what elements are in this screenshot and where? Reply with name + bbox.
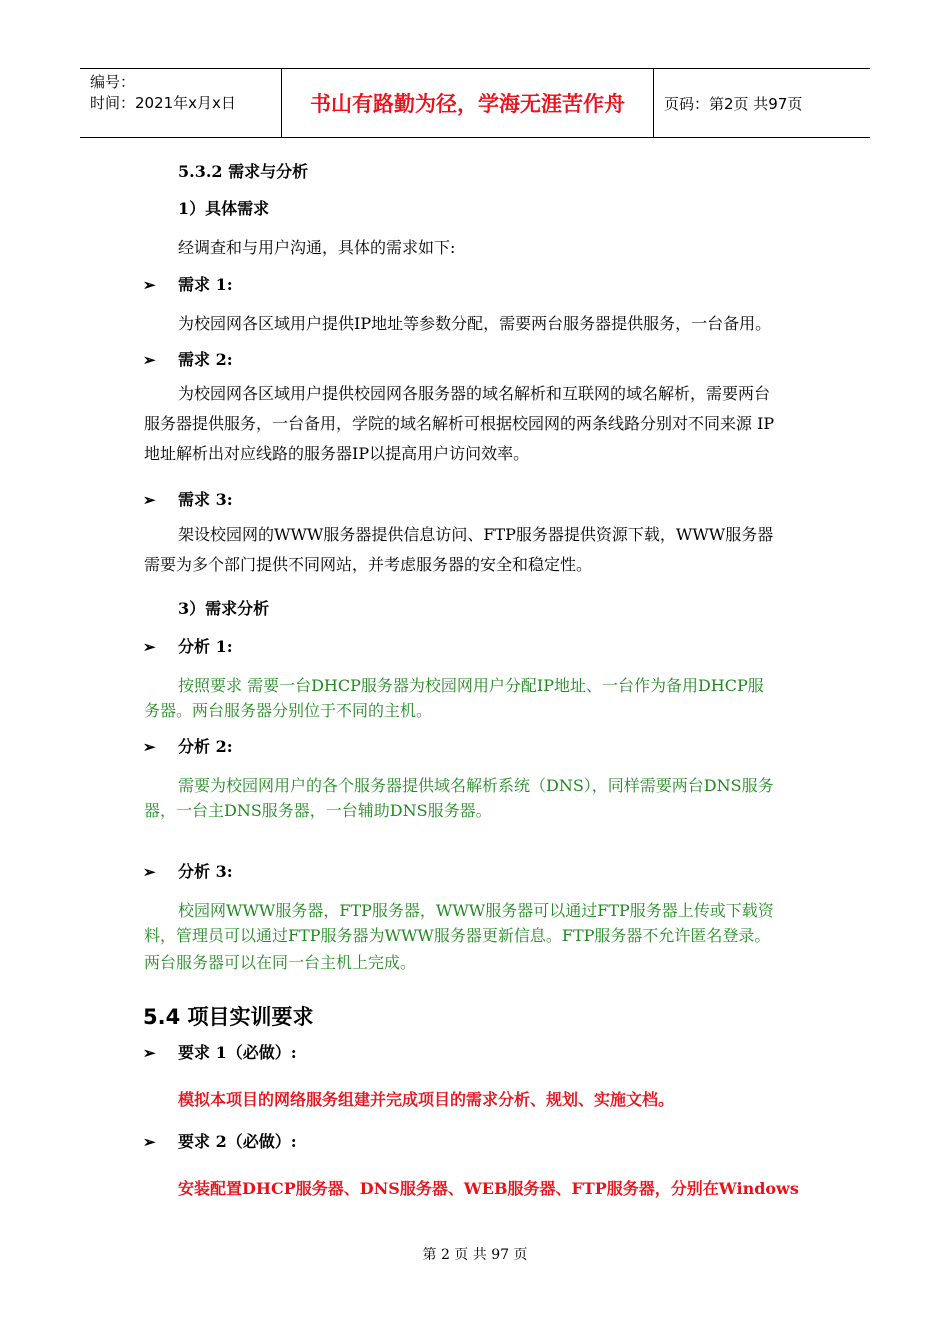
analysis-3-title: 分析 3: <box>178 862 233 881</box>
task-1-text: 模拟本项目的网络服务组建并完成项目的需求分析、规划、实施文档。 <box>178 1090 675 1109</box>
requirement-1-text: 为校园网各区域用户提供IP地址等参数分配，需要两台服务器提供服务，一台备用。 <box>178 314 772 333</box>
bullet-arrow-icon: ➢ <box>143 638 156 656</box>
analysis-3-line: 两台服务器可以在同一台主机上完成。 <box>144 953 417 972</box>
analysis-2-title: 分析 2: <box>178 737 233 756</box>
header-meta <box>80 69 282 137</box>
analysis-3-line: 料，管理员可以通过FTP服务器为WWW服务器更新信息。FTP服务器不允许匿名登录。 <box>144 926 771 945</box>
task-2-title: 要求 2（必做）: <box>178 1132 297 1151</box>
bullet-arrow-icon: ➢ <box>143 1133 156 1151</box>
section-heading-5-3-2: 5.3.2 需求与分析 <box>178 162 309 181</box>
analysis-2-line: 需要为校园网用户的各个服务器提供域名解析系统（DNS），同样需要两台DNS服务 <box>178 776 774 795</box>
number-label: 编号： <box>90 73 136 91</box>
bullet-arrow-icon: ➢ <box>143 738 156 756</box>
intro-paragraph: 经调查和与用户沟通，具体的需求如下: <box>178 238 456 257</box>
bullet-arrow-icon: ➢ <box>143 351 156 369</box>
requirement-2-line: 为校园网各区域用户提供校园网各服务器的域名解析和互联网的域名解析，需要两台 <box>178 384 771 403</box>
requirement-2-line: 服务器提供服务，一台备用，学院的域名解析可根据校园网的两条线路分别对不同来源 IP <box>144 414 775 433</box>
requirement-3-line: 需要为多个部门提供不同网站，并考虑服务器的安全和稳定性。 <box>144 555 593 574</box>
analysis-1-title: 分析 1: <box>178 637 233 656</box>
requirement-2-title: 需求 2: <box>178 350 233 369</box>
task-2-text: 安装配置DHCP服务器、DNS服务器、WEB服务器、FTP服务器，分别在Windows <box>178 1179 799 1198</box>
bullet-arrow-icon: ➢ <box>143 491 156 509</box>
bullet-arrow-icon: ➢ <box>143 1044 156 1062</box>
analysis-1-line: 按照要求 需要一台DHCP服务器为校园网用户分配IP地址、一台作为备用DHCP服 <box>178 676 764 695</box>
analysis-1-line: 务器。两台服务器分别位于不同的主机。 <box>144 701 433 720</box>
task-1-title: 要求 1（必做）: <box>178 1043 297 1062</box>
bullet-arrow-icon: ➢ <box>143 863 156 881</box>
analysis-3-line: 校园网WWW服务器，FTP服务器，WWW服务器可以通过FTP服务器上传或下载资 <box>178 901 774 920</box>
section-heading-5-4: 5.4 项目实训要求 <box>143 1005 314 1029</box>
analysis-2-line: 器，一台主DNS服务器，一台辅助DNS服务器。 <box>144 801 492 820</box>
date-line: 时间：2021年x月x日 <box>90 94 236 112</box>
requirement-1-title: 需求 1: <box>178 275 233 294</box>
subsection-heading-requirements: 1）具体需求 <box>178 199 270 218</box>
page-footer: 第 2 页 共 97 页 <box>422 1247 528 1263</box>
bullet-arrow-icon: ➢ <box>143 276 156 294</box>
requirement-3-title: 需求 3: <box>178 490 233 509</box>
header-page-code: 页码：第2页 共97页 <box>664 94 803 113</box>
requirement-2-line: 地址解析出对应线路的服务器IP以提高用户访问效率。 <box>144 444 530 463</box>
page-header <box>80 68 870 138</box>
header-motto: 书山有路勤为径，学海无涯苦作舟 <box>282 69 654 137</box>
requirement-3-line: 架设校园网的WWW服务器提供信息访问、FTP服务器提供资源下载，WWW服务器 <box>178 525 774 544</box>
subsection-heading-analysis: 3）需求分析 <box>178 599 270 618</box>
